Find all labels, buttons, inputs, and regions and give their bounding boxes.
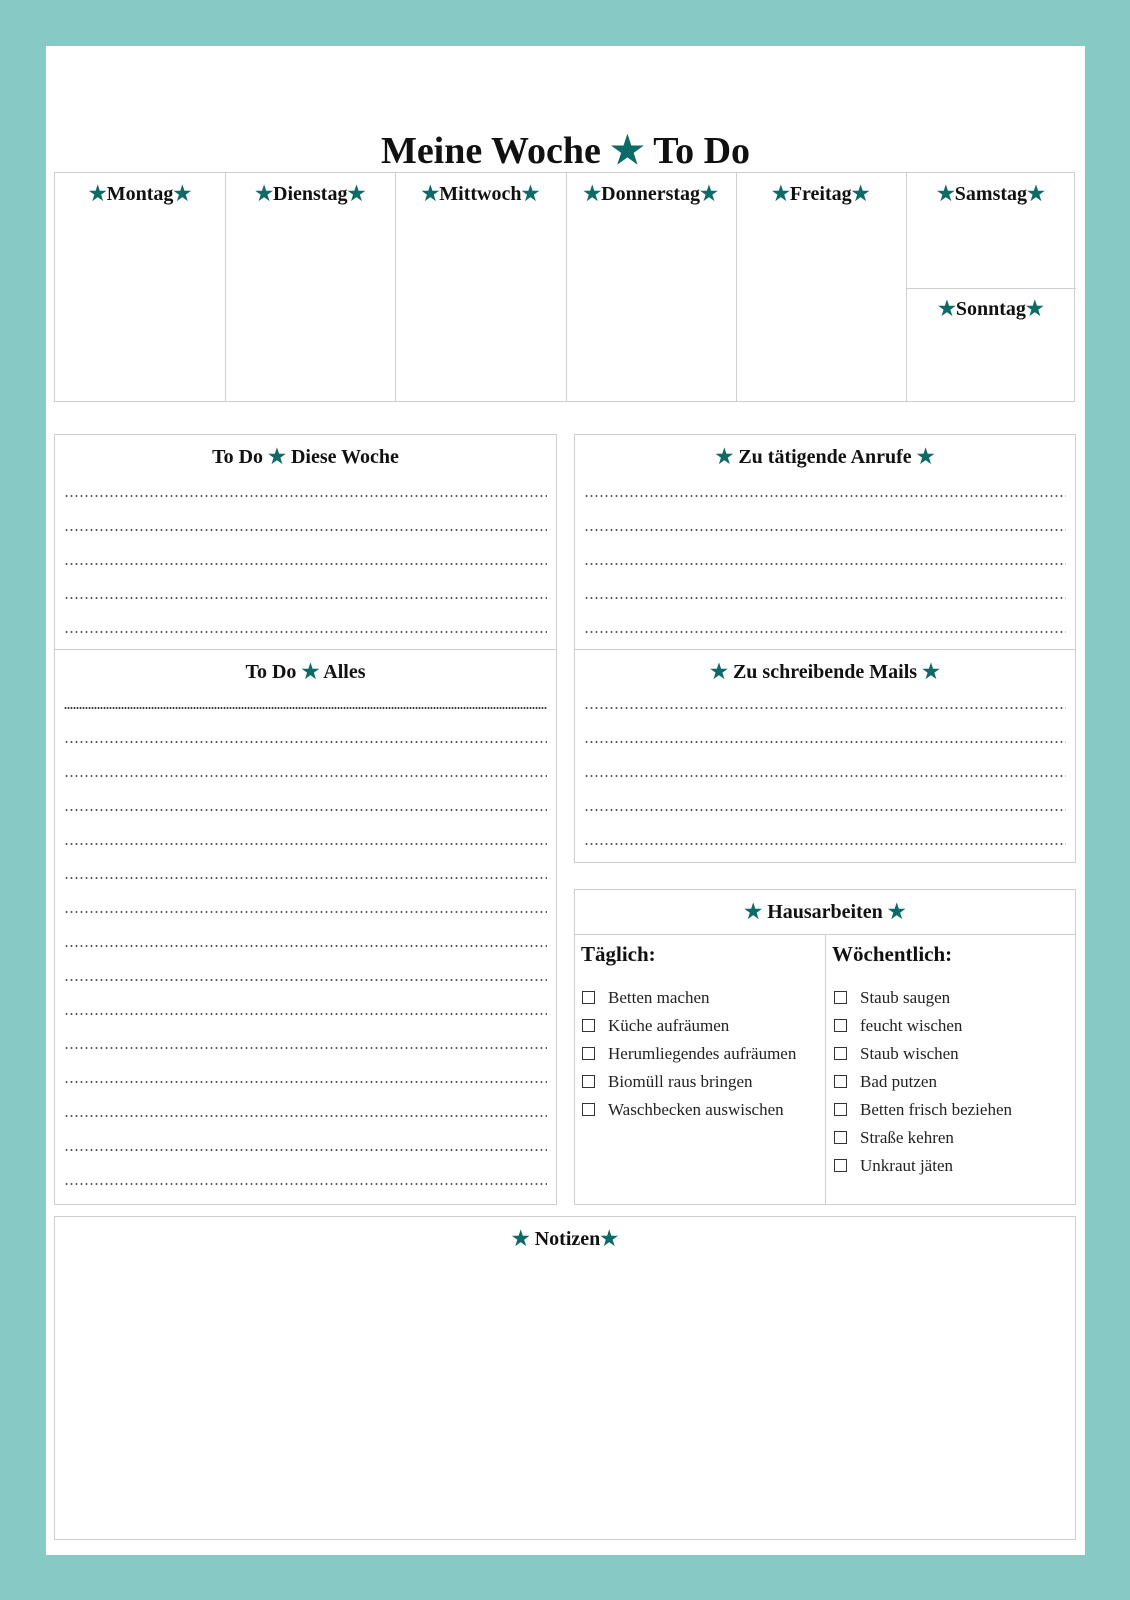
weekly-heading: Wöchentlich: [832, 942, 953, 966]
writing-line[interactable] [64, 911, 547, 913]
writing-line[interactable] [64, 1081, 547, 1083]
notes-section[interactable] [54, 1216, 1076, 1540]
day-cell[interactable] [55, 173, 225, 403]
writing-line[interactable] [64, 1183, 547, 1185]
day-name: Donnerstag [601, 183, 701, 205]
daily-heading: Täglich: [581, 942, 656, 966]
writing-line[interactable] [64, 945, 547, 947]
checkbox[interactable] [834, 1103, 847, 1116]
writing-line[interactable] [64, 563, 547, 565]
day-cell[interactable] [736, 173, 906, 403]
writing-line[interactable] [64, 775, 547, 777]
day-name: Samstag [954, 183, 1028, 205]
day-heading [736, 181, 906, 206]
star-icon: ★ [771, 183, 790, 205]
day-heading [55, 181, 225, 206]
writing-line[interactable] [584, 563, 1066, 565]
writing-line[interactable] [584, 529, 1066, 531]
day-heading [906, 181, 1076, 206]
star-icon: ★ [301, 661, 320, 683]
writing-line[interactable] [64, 1047, 547, 1049]
checkbox[interactable] [582, 1075, 595, 1088]
day-divider [736, 173, 737, 401]
day-heading [225, 181, 395, 206]
chore-item[interactable] [582, 1044, 796, 1064]
chore-label: Straße kehren [860, 1128, 954, 1147]
chore-label: Biomüll raus bringen [608, 1072, 753, 1091]
writing-line[interactable] [64, 843, 547, 845]
star-icon: ★ [916, 446, 935, 468]
checkbox[interactable] [582, 1047, 595, 1060]
star-icon: ★ [583, 183, 602, 205]
chore-label: Herumliegendes aufräumen [608, 1044, 797, 1063]
chore-label: Betten machen [608, 988, 710, 1007]
weekend-divider [906, 288, 1076, 289]
star-icon: ★ [922, 661, 940, 683]
chore-label: Staub wischen [860, 1044, 959, 1063]
star-icon: ★ [347, 183, 366, 205]
checkbox[interactable] [834, 991, 847, 1004]
chore-item[interactable] [834, 1072, 937, 1092]
star-icon: ★ [710, 661, 728, 683]
day-name: Freitag [789, 183, 852, 205]
chore-label: Waschbecken auswischen [608, 1100, 784, 1119]
day-heading [906, 296, 1076, 321]
chores-heading: ★ Hausarbeiten ★ [744, 901, 906, 923]
page-title: Meine Woche ★ To Do [380, 130, 751, 172]
day-name: Sonntag [955, 298, 1026, 320]
writing-line[interactable] [64, 707, 547, 709]
chore-label: Staub saugen [860, 988, 951, 1007]
star-icon: ★ [173, 183, 192, 205]
writing-line[interactable] [584, 631, 1066, 633]
checkbox[interactable] [582, 1019, 595, 1032]
todo-all-section [54, 649, 557, 1205]
day-name: Mittwoch [439, 183, 522, 205]
star-icon: ★ [268, 446, 286, 468]
mails-section [574, 649, 1076, 863]
star-icon: ★ [88, 183, 107, 205]
writing-line[interactable] [64, 631, 547, 633]
star-icon: ★ [511, 1228, 530, 1250]
day-cell[interactable] [395, 173, 565, 403]
writing-line[interactable] [584, 843, 1066, 845]
star-icon: ★ [887, 901, 906, 923]
writing-line[interactable] [584, 707, 1066, 709]
writing-line[interactable] [584, 809, 1066, 811]
chore-label: Unkraut jäten [860, 1156, 953, 1175]
star-icon: ★ [851, 183, 870, 205]
chore-item[interactable] [834, 1044, 959, 1064]
star-icon: ★ [255, 183, 273, 205]
writing-line[interactable] [584, 597, 1066, 599]
day-cell[interactable] [906, 288, 1076, 403]
chore-item[interactable] [834, 1128, 954, 1148]
day-name: Montag [106, 183, 174, 205]
writing-line[interactable] [64, 495, 547, 497]
chore-item[interactable] [834, 1100, 1012, 1120]
calls-heading: ★ Zu tätigende Anrufe ★ [715, 446, 935, 468]
chore-item[interactable] [834, 988, 950, 1008]
notes-heading: ★ Notizen★ [511, 1228, 619, 1250]
chore-label: feucht wischen [860, 1016, 963, 1035]
day-heading [395, 181, 565, 206]
chore-label: Küche aufräumen [608, 1016, 730, 1035]
checkbox[interactable] [582, 1103, 595, 1116]
writing-line[interactable] [64, 877, 547, 879]
star-icon: ★ [744, 901, 763, 923]
week-grid [54, 172, 1075, 402]
chore-item[interactable] [582, 988, 710, 1008]
writing-line[interactable] [64, 597, 547, 599]
checkbox[interactable] [834, 1131, 847, 1144]
writing-line[interactable] [64, 809, 547, 811]
chore-item[interactable] [582, 1016, 729, 1036]
checkbox[interactable] [582, 991, 595, 1004]
star-icon: ★ [936, 183, 955, 205]
writing-line[interactable] [64, 1149, 547, 1151]
star-icon: ★ [937, 298, 956, 320]
day-heading [566, 181, 736, 206]
star-icon: ★ [521, 183, 540, 205]
day-cell[interactable] [906, 173, 1076, 288]
star-icon: ★ [715, 446, 734, 468]
chore-label: Bad putzen [860, 1072, 937, 1091]
todo-this-week-heading: To Do ★ Diese Woche [212, 446, 399, 468]
writing-line[interactable] [64, 1013, 547, 1015]
day-cell[interactable] [225, 173, 395, 403]
day-cell[interactable] [566, 173, 736, 403]
chores-section [574, 889, 1076, 1205]
chore-item[interactable] [582, 1100, 784, 1120]
star-icon: ★ [1027, 183, 1045, 205]
writing-line[interactable] [64, 529, 547, 531]
star-icon: ★ [1025, 298, 1044, 320]
writing-line[interactable] [584, 741, 1066, 743]
chores-column-divider [825, 934, 826, 1205]
todo-all-heading: To Do ★ Alles [245, 661, 366, 683]
calls-section [574, 434, 1076, 650]
writing-line[interactable] [584, 495, 1066, 497]
checkbox[interactable] [834, 1159, 847, 1172]
planner-page [46, 46, 1085, 1555]
star-icon: ★ [610, 130, 645, 172]
chore-item[interactable] [834, 1156, 953, 1176]
day-name: Dienstag [273, 183, 348, 205]
writing-line[interactable] [64, 979, 547, 981]
star-icon: ★ [600, 1228, 619, 1250]
checkbox[interactable] [834, 1047, 847, 1060]
checkbox[interactable] [834, 1019, 847, 1032]
writing-line[interactable] [64, 1115, 547, 1117]
star-icon: ★ [421, 183, 440, 205]
chore-label: Betten frisch beziehen [860, 1100, 1012, 1119]
day-divider [566, 173, 567, 401]
day-divider [395, 173, 396, 401]
todo-this-week-section [54, 434, 557, 650]
writing-line[interactable] [584, 775, 1066, 777]
chore-item[interactable] [582, 1072, 752, 1092]
checkbox[interactable] [834, 1075, 847, 1088]
mails-heading: ★ Zu schreibende Mails ★ [710, 661, 940, 683]
day-divider [225, 173, 226, 401]
writing-line[interactable] [64, 741, 547, 743]
star-icon: ★ [700, 183, 718, 205]
chore-item[interactable] [834, 1016, 962, 1036]
